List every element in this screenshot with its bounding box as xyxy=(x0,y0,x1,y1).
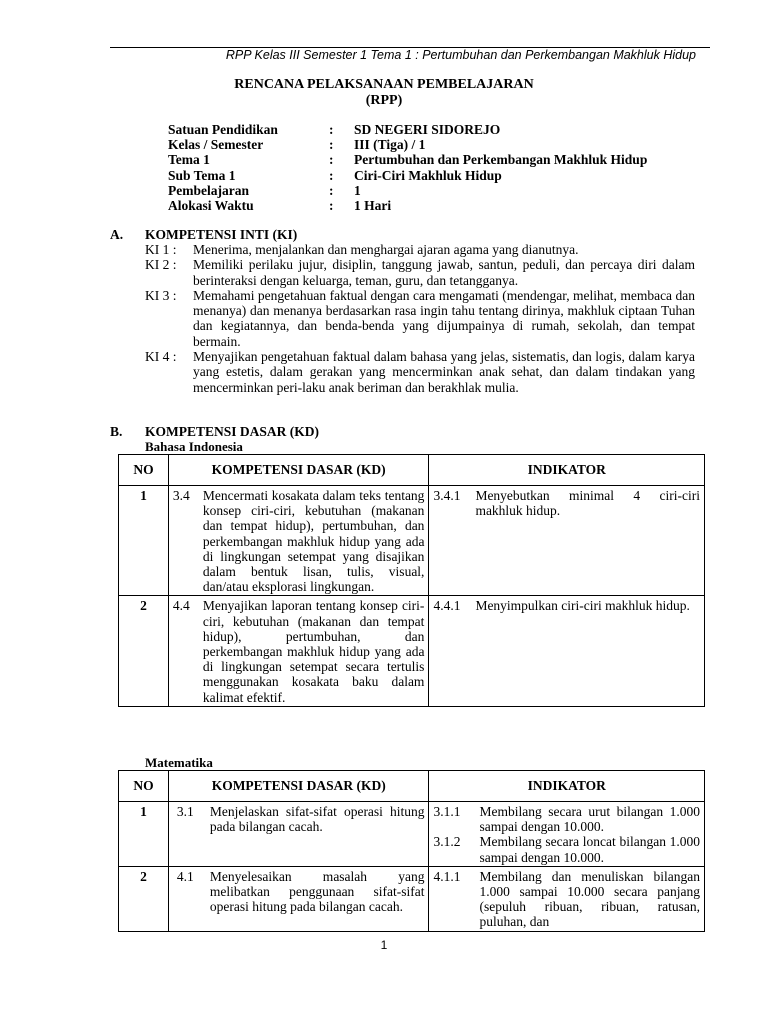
identity-colon: : xyxy=(329,137,334,153)
kd-text: Mencermati kosakata dalam teks tentang konsep ciri-ciri, kebutuhan (makanan dan tempat hidup), pertumbuhan, dan perkembangan makhluk hidup yang ada di lingkungan setempat yang disajikan dalam bentuk lisan, tulis, visual, dan/atau eksplorasi lingkungan. xyxy=(202,488,425,595)
ki-item-4 xyxy=(145,349,695,395)
ki-text: Menyajikan pengetahuan faktual dalam bahasa yang jelas, sistematis, dan logis, dalam karya yang estetis, dalam gerakan yang mencerminkan anak sehat, dan dalam tindakan yang mencerminkan peri-laku anak beriman dan berakhlak mulia. xyxy=(193,349,695,395)
kd-cell xyxy=(168,802,429,867)
kd-cell xyxy=(168,596,429,706)
identity-value: Ciri-Ciri Makhluk Hidup xyxy=(354,167,502,183)
ki-text: Memiliki perilaku jujur, disiplin, tanggung jawab, santun, peduli, dan percaya diri dalam berinteraksi dengan keluarga, teman, guru, dan tetangganya. xyxy=(193,257,695,288)
identity-colon: : xyxy=(329,167,334,183)
column-header-indicator: INDIKATOR xyxy=(429,455,705,486)
identity-label: Satuan Pendidikan xyxy=(168,122,278,137)
table-row xyxy=(119,866,705,931)
indicator-cell xyxy=(429,486,705,596)
table-row xyxy=(119,596,705,706)
subject-heading-indonesian: Bahasa Indonesia xyxy=(145,439,243,454)
kd-text: Menyelesaikan masalah yang melibatkan penggunaan sifat-sifat operasi hitung pada bilangan cacah. xyxy=(209,868,425,915)
running-header-prefix: RPP Kelas III Semester 1 Tema 1 : xyxy=(225,48,423,62)
row-number: 1 xyxy=(119,486,169,596)
indicator-number: 3.4.1 xyxy=(433,488,461,503)
identity-colon: : xyxy=(329,197,334,213)
ki-list xyxy=(145,242,695,395)
column-header-kd: KOMPETENSI DASAR (KD) xyxy=(168,771,429,802)
kd-cell xyxy=(168,486,429,596)
ki-item-1 xyxy=(145,242,695,257)
page-number: 1 xyxy=(380,938,388,952)
column-header-indicator: INDIKATOR xyxy=(429,771,705,802)
table-header-row xyxy=(119,455,705,486)
indicator-number: 4.4.1 xyxy=(433,598,461,614)
indicator-number: 3.1.1 xyxy=(433,804,461,819)
ki-label: KI 1 : xyxy=(145,242,177,257)
section-title: KOMPETENSI INTI (KI) xyxy=(145,227,298,242)
kd-cell xyxy=(168,866,429,931)
ki-item-2 xyxy=(145,257,695,288)
ki-label: KI 4 : xyxy=(145,349,177,365)
identity-label: Alokasi Waktu xyxy=(168,197,254,213)
identity-colon: : xyxy=(329,152,334,168)
document-title: RENCANA PELAKSANAAN PEMBELAJARAN xyxy=(234,77,534,92)
identity-value: 1 Hari xyxy=(354,197,392,213)
kd-text: Menjelaskan sifat-sifat operasi hitung pada bilangan cacah. xyxy=(209,804,425,835)
ki-label: KI 2 : xyxy=(145,257,177,273)
table-row xyxy=(119,802,705,867)
identity-value: Pertumbuhan dan Perkembangan Makhluk Hidup xyxy=(354,152,648,168)
identity-label: Tema 1 xyxy=(168,152,210,168)
identity-value: SD NEGERI SIDOREJO xyxy=(354,122,501,137)
indicator-cell xyxy=(429,866,705,931)
column-header-no: NO xyxy=(119,771,169,802)
indicator-number: 3.1.2 xyxy=(433,834,461,850)
indicator-text: Membilang secara loncat bilangan 1.000 sampai dengan 10.000. xyxy=(479,834,700,865)
ki-text: Menerima, menjalankan dan menghargai ajaran agama yang dianutnya. xyxy=(193,242,579,257)
kd-number: 4.4 xyxy=(172,598,190,614)
identity-label: Sub Tema 1 xyxy=(168,167,236,183)
document-subtitle: (RPP) xyxy=(365,93,403,108)
kd-number: 4.1 xyxy=(176,868,194,884)
ki-label: KI 3 : xyxy=(145,287,177,303)
table-header-row xyxy=(119,771,705,802)
running-header-topic: Pertumbuhan dan Perkembangan Makhluk Hidup xyxy=(422,48,696,62)
section-letter: A. xyxy=(110,227,124,242)
kd-text: Menyajikan laporan tentang konsep ciri-ciri, kebutuhan (makanan dan tempat hidup), pertumbuhan, dan perkembangan makhluk hidup yang ada di lingkungan setempat secara tertulis menggunakan kosakata baku dalam kalimat efektif. xyxy=(202,598,425,705)
section-letter: B. xyxy=(110,424,123,439)
identity-colon: : xyxy=(329,122,334,137)
section-b-heading xyxy=(110,424,319,439)
indicator-cell xyxy=(429,802,705,867)
section-a-heading xyxy=(110,227,297,242)
indicator-text: Membilang dan menuliskan bilangan 1.000 sampai 10.000 secara panjang (sepuluh ribuan, ribuan, ratusan, puluhan, dan xyxy=(479,868,700,930)
identity-value: III (Tiga) / 1 xyxy=(354,137,426,153)
subject-heading-math: Matematika xyxy=(145,755,213,770)
kd-table-math xyxy=(118,770,705,932)
kd-number: 3.1 xyxy=(176,804,194,819)
running-header xyxy=(226,48,696,62)
indicator-text: Menyimpulkan ciri-ciri makhluk hidup. xyxy=(475,598,690,614)
ki-text: Memahami pengetahuan faktual dengan cara mengamati (mendengar, melihat, membaca dan menanya) dan menanya berdasarkan rasa ingin tahu tentang dirinya, makhluk ciptaan Tuhan dan kegiatannya, dan benda-benda yang dijumpainya di rumah, sekolah, dan tempat bermain. xyxy=(193,287,695,349)
identity-colon: : xyxy=(329,182,334,198)
indicator-cell xyxy=(429,596,705,706)
table-row xyxy=(119,486,705,596)
kd-table-indonesian xyxy=(118,454,705,707)
row-number: 1 xyxy=(119,802,169,867)
identity-value: 1 xyxy=(354,182,361,198)
identity-label: Pembelajaran xyxy=(168,182,249,198)
indicator-text: Menyebutkan minimal 4 ciri-ciri makhluk hidup. xyxy=(475,488,700,519)
column-header-no: NO xyxy=(119,455,169,486)
row-number: 2 xyxy=(119,866,169,931)
kd-number: 3.4 xyxy=(172,488,190,503)
section-title: KOMPETENSI DASAR (KD) xyxy=(145,424,320,439)
identity-label: Kelas / Semester xyxy=(168,137,264,153)
indicator-number: 4.1.1 xyxy=(433,868,461,884)
row-number: 2 xyxy=(119,596,169,706)
indicator-text: Membilang secara urut bilangan 1.000 sampai dengan 10.000. xyxy=(479,804,700,835)
column-header-kd: KOMPETENSI DASAR (KD) xyxy=(168,455,429,486)
ki-item-3 xyxy=(145,288,695,349)
